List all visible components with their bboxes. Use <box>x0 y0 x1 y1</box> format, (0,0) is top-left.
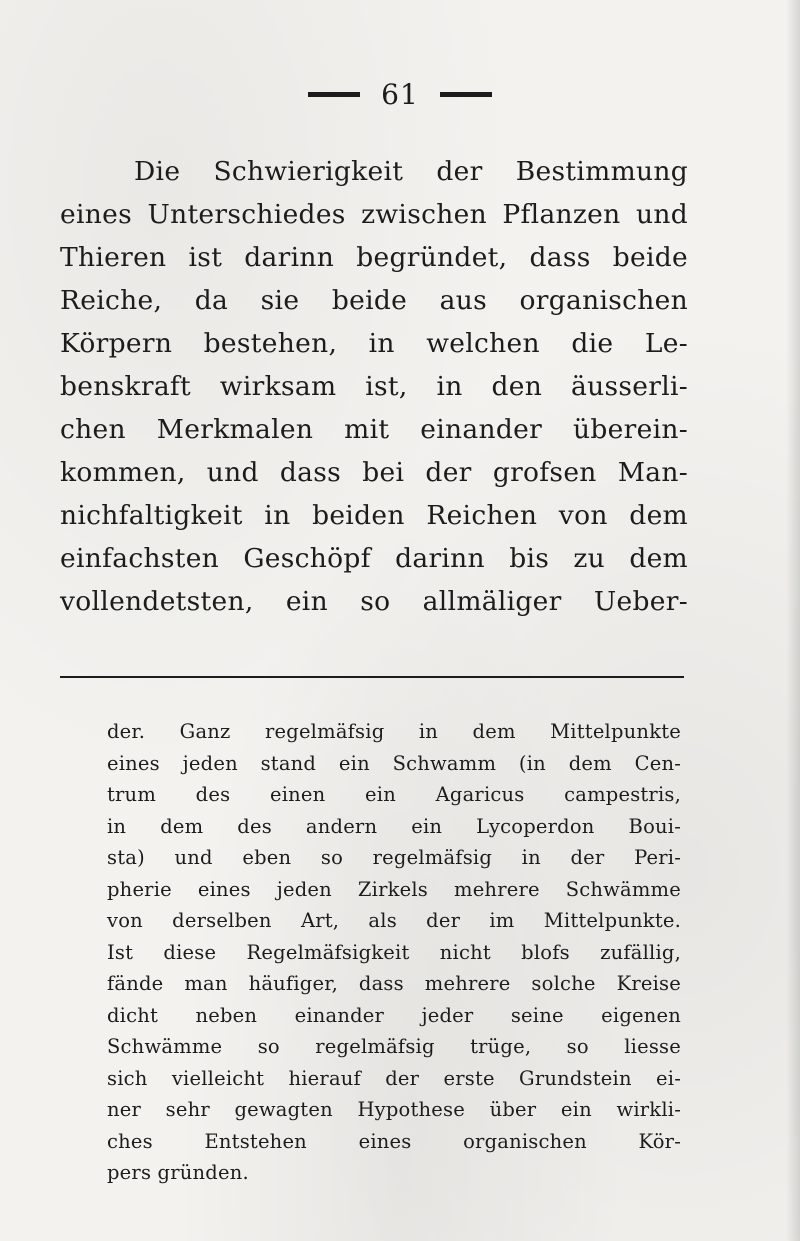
main-line: Die Schwierigkeit der Bestimmung <box>134 156 688 187</box>
main-line: eines Unterschiedes zwischen Pflanzen und <box>60 199 688 230</box>
footnote-line: von derselben Art, als der im Mittelpunkte. <box>107 909 681 932</box>
main-line: chen Merkmalen mit einander überein- <box>60 414 688 445</box>
main-line: vollendetsten, ein so allmäliger Ueber- <box>60 586 688 617</box>
footnote-line: fände man häufiger, dass mehrere solche Kreise <box>107 972 681 995</box>
footnote-separator-rule <box>60 676 684 678</box>
page-edge-shadow <box>786 0 800 1241</box>
main-line: Reiche, da sie beide aus organischen <box>60 285 688 316</box>
main-line: einfachsten Geschöpf darinn bis zu dem <box>60 543 688 574</box>
footnote-line: sta) und eben so regelmäfsig in der Peri- <box>107 846 681 869</box>
main-paragraph <box>60 150 688 623</box>
footnote-block <box>107 716 681 1189</box>
header-dash-left <box>308 92 360 97</box>
page-number: 61 <box>381 78 419 111</box>
main-line: Thieren ist darinn begründet, dass beide <box>60 242 688 273</box>
footnote-line: pherie eines jeden Zirkels mehrere Schwämme <box>107 877 681 901</box>
main-line: nichfaltigkeit in beiden Reichen von dem <box>60 500 688 531</box>
footnote-line: pers gründen. <box>107 1161 249 1184</box>
footnote-line: trum des einen ein Agaricus campestris, <box>107 783 681 806</box>
header-dash-right <box>440 92 492 97</box>
footnote-line: dicht neben einander jeder seine eigenen <box>107 1003 681 1027</box>
footnote-line: Schwämme so regelmäfsig trüge, so liesse <box>107 1035 681 1058</box>
main-line: kommen, und dass bei der grofsen Man- <box>60 457 688 488</box>
main-line: Körpern bestehen, in welchen die Le- <box>60 328 688 359</box>
page-header <box>0 78 800 118</box>
footnote-line: Ist diese Regelmäfsigkeit nicht blofs zufällig, <box>107 940 681 964</box>
footnote-line: der. Ganz regelmäfsig in dem Mittelpunkte <box>107 720 681 743</box>
main-line: benskraft wirksam ist, in den äusserli- <box>60 371 688 402</box>
footnote-line: sich vielleicht hierauf der erste Grundstein ei- <box>107 1066 681 1090</box>
footnote-line: in dem des andern ein Lycoperdon Boui- <box>107 814 681 838</box>
footnote-line: eines jeden stand ein Schwamm (in dem Cen- <box>107 751 681 775</box>
footnote-line: ches Entstehen eines organischen Kör- <box>107 1129 681 1153</box>
footnote-line: ner sehr gewagten Hypothese über ein wirkli- <box>107 1098 681 1121</box>
